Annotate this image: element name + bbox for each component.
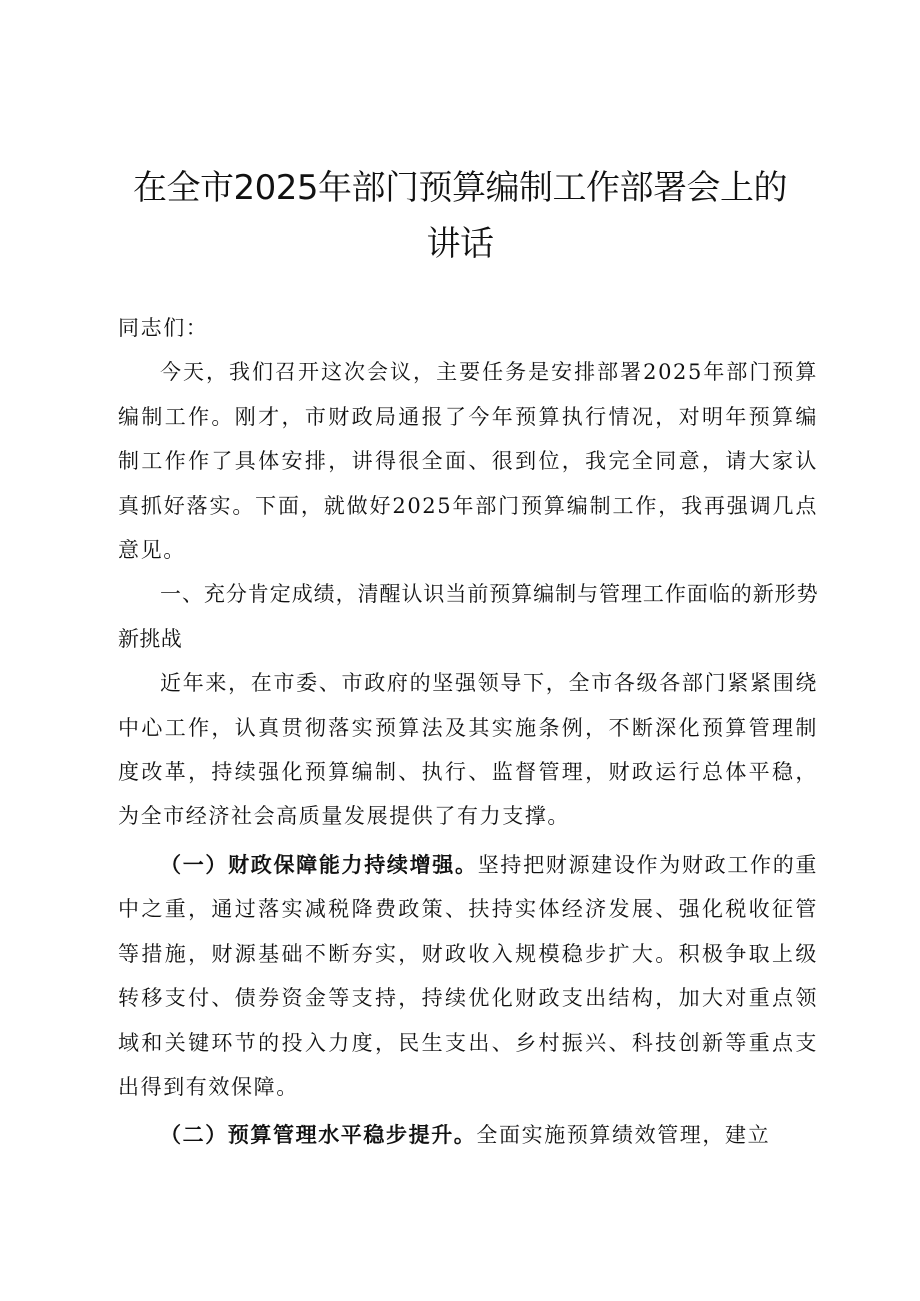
point-2-paragraph bbox=[118, 1113, 818, 1157]
point-2-text: 全面实施预算绩效管理，建立 bbox=[476, 1123, 771, 1148]
point-1-paragraph bbox=[118, 843, 818, 1109]
document-title bbox=[120, 160, 800, 272]
document-body bbox=[118, 306, 818, 1158]
point-1-text: 坚持把财源建设作为财政工作的重中之重，通过落实减税降费政策、扶持实体经济发展、强化税收征管等措施，财源基础不断夯实，财政收入规模稳步扩大。积极争取上级转移支付、债券资金等支持，持续优化财政支出结构，加大对重点领域和关键环节的投入力度，民生支出、乡村振兴、科技创新等重点支出得到有效保障。 bbox=[118, 852, 818, 1099]
point-2-lead: （二）预算管理水平稳步提升。 bbox=[160, 1122, 477, 1148]
title-line-2: 讲话 bbox=[426, 224, 494, 264]
salutation: 同志们： bbox=[118, 316, 209, 340]
point-1-lead: （一）财政保障能力持续增强。 bbox=[160, 851, 478, 877]
intro-paragraph: 今天，我们召开这次会议，主要任务是安排部署2025年部门预算编制工作。刚才，市财政局通报了今年预算执行情况，对明年预算编制工作作了具体安排，讲得很全面、很到位，我完全同意，请大家认真抓好落实。下面，就做好2025年部门预算编制工作，我再强调几点意见。 bbox=[118, 360, 818, 563]
title-line-1: 在全市2025年部门预算编制工作部署会上的 bbox=[132, 168, 788, 208]
section-1-heading: 一、充分肯定成绩，清醒认识当前预算编制与管理工作面临的新形势新挑战 bbox=[118, 582, 818, 651]
section-1-paragraph: 近年来，在市委、市政府的坚强领导下，全市各级各部门紧紧围绕中心工作，认真贯彻落实预算法及其实施条例，不断深化预算管理制度改革，持续强化预算编制、执行、监督管理，财政运行总体平稳，为全市经济社会高质量发展提供了有力支撑。 bbox=[118, 671, 818, 829]
